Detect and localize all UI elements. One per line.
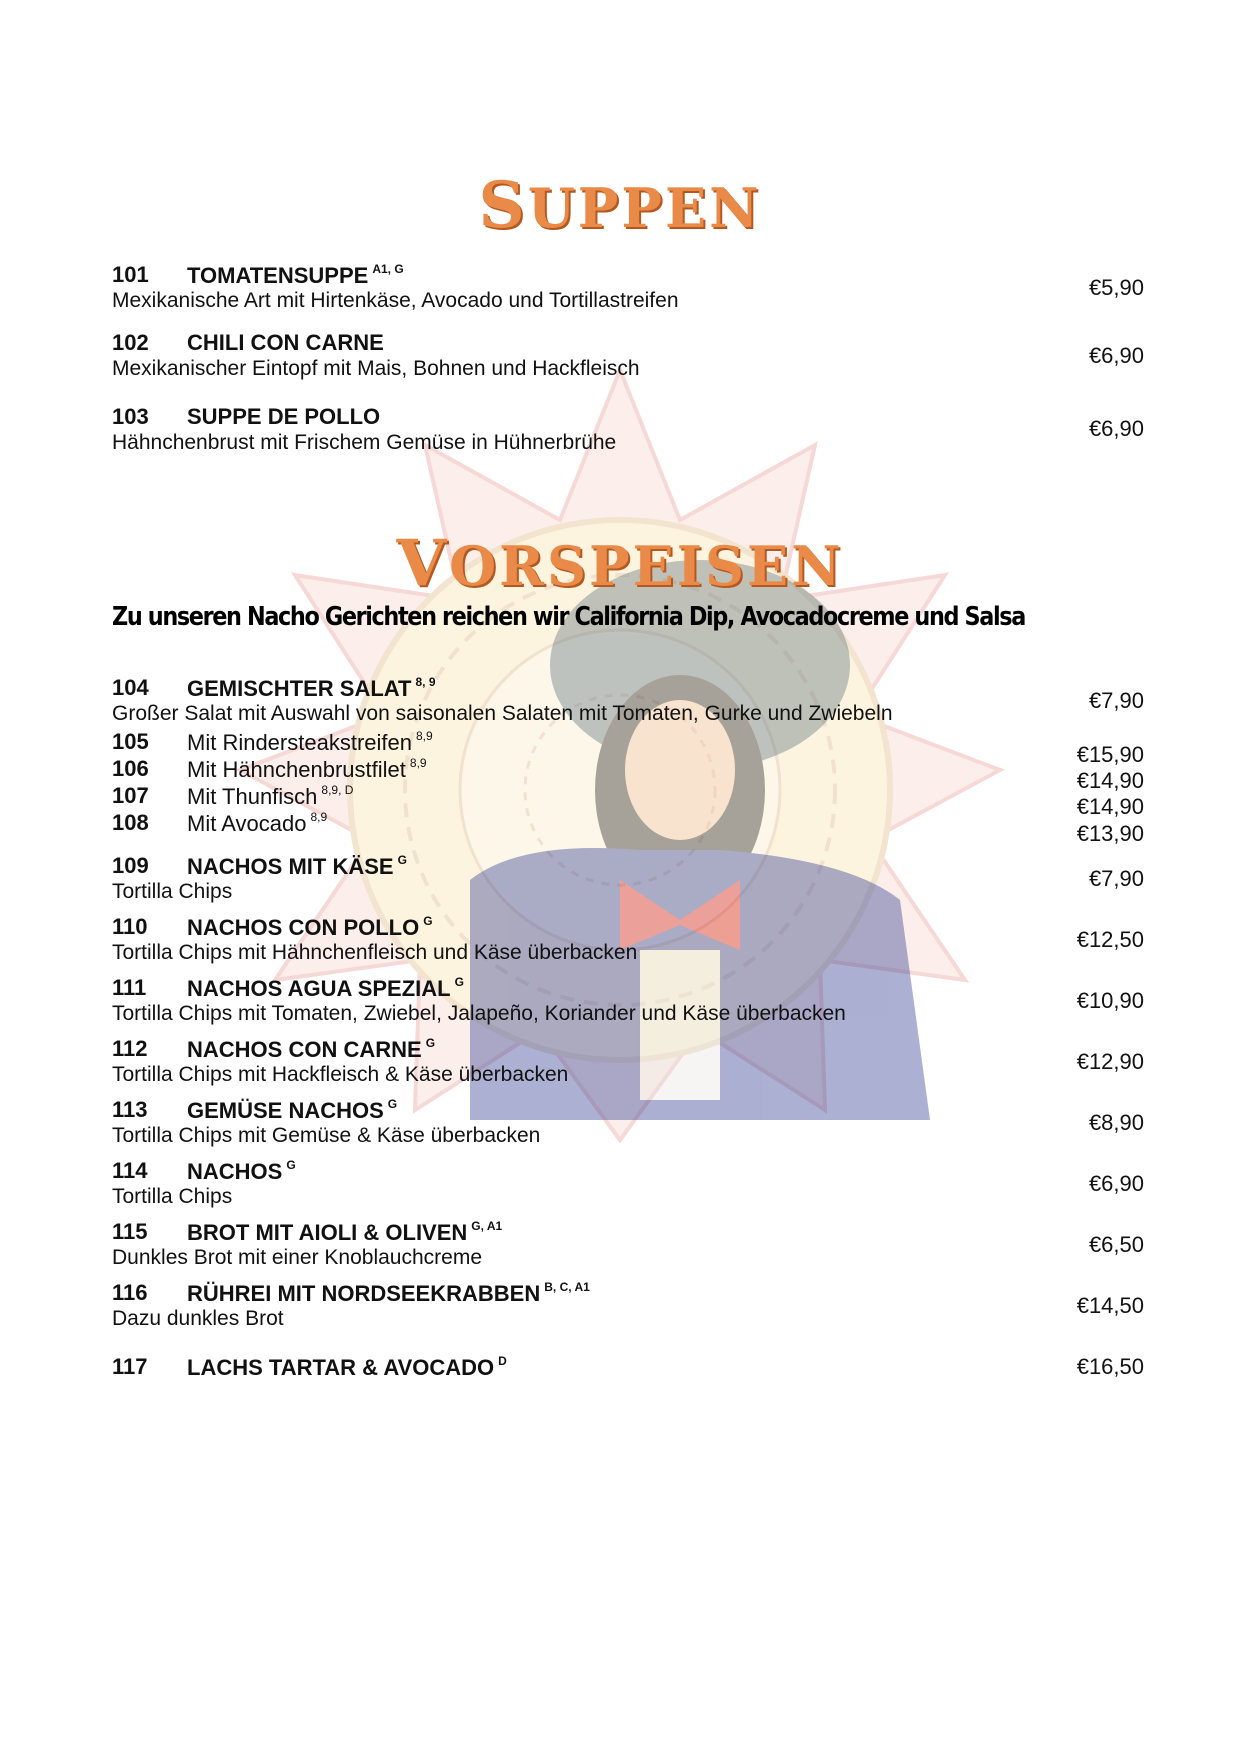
item-description: Dunkles Brot mit einer Knoblauchcreme [112, 1246, 483, 1269]
item-number: 112 [112, 1036, 148, 1061]
option-name-text: Mit Hähnchenbrustfilet [187, 757, 406, 782]
option-number: 106 [112, 756, 149, 781]
item-name-text: NACHOS [187, 1159, 283, 1184]
item-description: Tortilla Chips [112, 880, 233, 903]
item-name [187, 404, 380, 430]
item-name-text: CHILI CON CARNE [187, 330, 384, 355]
item-number: 116 [112, 1280, 148, 1305]
item-name-text: LACHS TARTAR & AVOCADO [187, 1355, 495, 1380]
item-name-text: NACHOS CON POLLO [187, 915, 420, 940]
item-description: Mexikanische Art mit Hirtenkäse, Avocado und Tortillastreifen [112, 289, 679, 312]
item-number: 110 [112, 914, 148, 939]
option-price: €15,90 [1076, 742, 1144, 767]
item-name-text: NACHOS AGUA SPEZIAL [187, 976, 451, 1001]
item-description: Tortilla Chips mit Tomaten, Zwiebel, Jalapeño, Koriander und Käse überbacken [112, 1002, 846, 1025]
allergen-codes: D [498, 1354, 507, 1368]
item-price: €7,90 [1088, 866, 1144, 891]
item-name [187, 1158, 296, 1185]
title-rest: UPPEN [527, 176, 762, 240]
item-name [187, 914, 433, 941]
item-name [187, 1354, 507, 1381]
title-initial: S [478, 168, 528, 243]
allergen-codes: 8,9 [415, 729, 433, 743]
item-number: 115 [112, 1219, 148, 1244]
item-name [187, 330, 384, 356]
item-price: €16,50 [1076, 1354, 1144, 1379]
allergen-codes: 8,9 [310, 810, 328, 824]
option-name-text: Mit Rindersteakstreifen [187, 730, 412, 755]
item-name [187, 1280, 590, 1307]
option-price: €14,90 [1076, 768, 1144, 793]
item-description: Hähnchenbrust mit Frischem Gemüse in Hühnerbrühe [112, 431, 617, 454]
item-number: 117 [112, 1354, 148, 1379]
item-number: 113 [112, 1097, 148, 1122]
item-number: 104 [112, 675, 149, 700]
option-name-text: Mit Thunfisch [187, 784, 318, 809]
item-description: Dazu dunkles Brot [112, 1307, 284, 1330]
item-number: 114 [112, 1158, 148, 1183]
allergen-codes: A1, G [372, 262, 404, 276]
item-name [187, 853, 407, 880]
allergen-codes: G [387, 1097, 398, 1111]
item-name [187, 262, 404, 289]
option-name [187, 783, 353, 810]
item-price: €7,90 [1088, 688, 1144, 713]
item-number: 103 [112, 404, 149, 429]
item-name-text: GEMÜSE NACHOS [187, 1098, 384, 1123]
item-name [187, 1219, 502, 1246]
item-number: 102 [112, 330, 149, 355]
item-name-text: SUPPE DE POLLO [187, 404, 381, 429]
item-price: €6,90 [1088, 343, 1144, 368]
item-description: Tortilla Chips mit Hähnchenfleisch und Käse überbacken [112, 941, 638, 964]
item-description: Mexikanischer Eintopf mit Mais, Bohnen und Hackfleisch [112, 357, 640, 380]
section-title-vorspeisen [0, 526, 1240, 601]
item-description: Tortilla Chips mit Hackfleisch & Käse überbacken [112, 1063, 569, 1086]
item-price: €6,90 [1088, 1171, 1144, 1196]
option-name-text: Mit Avocado [187, 811, 307, 836]
item-price: €10,90 [1076, 988, 1144, 1013]
item-name-text: TOMATENSUPPE [187, 263, 369, 288]
option-price: €13,90 [1076, 821, 1144, 846]
item-name [187, 975, 464, 1002]
allergen-codes: G [423, 914, 433, 928]
nacho-serving-note: Zu unseren Nacho Gerichten reichen wir California Dip, Avocadocreme und Salsa [112, 602, 1025, 632]
item-number: 111 [112, 975, 147, 1000]
item-price: €5,90 [1088, 275, 1144, 300]
allergen-codes: G [425, 1036, 436, 1050]
allergen-codes: 8,9, D [321, 783, 354, 797]
option-number: 105 [112, 729, 149, 754]
item-description: Tortilla Chips mit Gemüse & Käse überbacken [112, 1124, 541, 1147]
option-number: 107 [112, 783, 149, 808]
item-name [187, 1036, 435, 1063]
item-name-text: NACHOS MIT KÄSE [187, 854, 394, 879]
allergen-codes: B, C, A1 [544, 1280, 590, 1294]
allergen-codes: G, A1 [471, 1219, 503, 1233]
item-number: 101 [112, 262, 149, 287]
item-description: Tortilla Chips [112, 1185, 233, 1208]
item-name-text: BROT MIT AIOLI & OLIVEN [187, 1220, 468, 1245]
item-name [187, 1097, 397, 1124]
option-name [187, 810, 327, 837]
title-rest: ORSPEISEN [449, 534, 844, 598]
item-name-text: RÜHREI MIT NORDSEEKRABBEN [187, 1281, 541, 1306]
allergen-codes: 8,9 [409, 756, 427, 770]
item-price: €8,90 [1088, 1110, 1144, 1135]
item-name [187, 675, 436, 702]
item-price: €14,50 [1076, 1293, 1144, 1318]
allergen-codes: G [397, 853, 407, 867]
option-price: €14,90 [1076, 794, 1144, 819]
title-initial: V [396, 526, 450, 601]
item-description: Großer Salat mit Auswahl von saisonalen Salaten mit Tomaten, Gurke und Zwiebeln [112, 702, 893, 725]
item-name-text: NACHOS CON CARNE [187, 1037, 422, 1062]
item-price: €6,90 [1088, 416, 1144, 441]
item-price: €12,90 [1076, 1049, 1144, 1074]
item-price: €6,50 [1088, 1232, 1144, 1257]
item-price: €12,50 [1076, 927, 1144, 952]
allergen-codes: G [286, 1158, 296, 1172]
option-name [187, 756, 427, 783]
section-title-suppen [0, 168, 1240, 243]
option-name [187, 729, 433, 756]
item-number: 109 [112, 853, 149, 878]
allergen-codes: G [454, 975, 464, 989]
allergen-codes: 8, 9 [415, 675, 436, 689]
option-number: 108 [112, 810, 149, 835]
item-name-text: GEMISCHTER SALAT [187, 676, 412, 701]
